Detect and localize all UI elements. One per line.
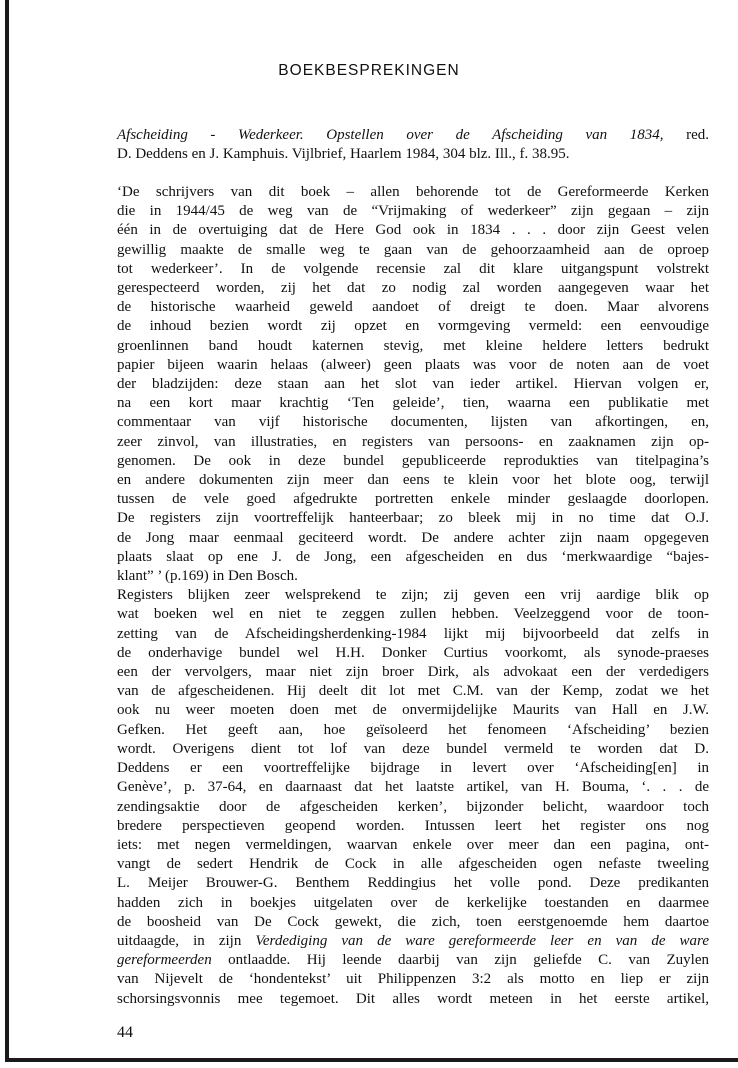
- body-line: iets: met negen vermeldingen, waarvan enkele over meer dan een pagina, ont-: [117, 836, 709, 853]
- body-line: gerespecteerd worden, zij het dat zo nodig zal worden aangegeven waar het: [117, 280, 709, 297]
- italic-book-title: Verdediging van de ware gereformeerde leer en van de ware: [255, 932, 709, 949]
- body-line: die in 1944/45 de weg van de “Vrijmaking of wederkeer” zijn gegaan – zijn: [117, 203, 709, 220]
- body-line: hadden zich in boekjes uitgelaten over de kerkelijke toestanden en daarmee: [117, 894, 709, 911]
- citation-line-2: D. Deddens en J. Kamphuis. Vijlbrief, Haarlem 1984, 304 blz. Ill., f. 38.95.: [117, 146, 570, 162]
- page-number: 44: [117, 1024, 133, 1041]
- bottom-margin-rule: [5, 1058, 738, 1062]
- body-line: bredere perspectieven geopend worden. Intussen leert het register ons nog: [117, 817, 709, 834]
- body-line: tussen de vele goed afgedrukte portretten enkele minder geslaagde doorlopen.: [117, 491, 709, 508]
- body-line: tot wederkeer’. In de volgende recensie zal dit klare uitgangspunt volstrekt: [117, 260, 709, 277]
- body-line: schorsingsvonnis mee tegemoet. Dit alles wordt meteen in het eerste artikel,: [117, 990, 709, 1007]
- body-line: van de afgescheidenen. Hij deelt dit lot met C.M. van der Kemp, zodat we het: [117, 683, 709, 700]
- body-line: klant” ’ (p.169) in Den Bosch.: [117, 568, 298, 585]
- book-citation: [117, 126, 709, 164]
- body-line: gewillig maakte de smalle weg te gaan van de gehoorzaamheid aan de oproep: [117, 241, 709, 258]
- body-line: de Jong maar eenmaal geciteerd wordt. De andere achter zijn naam opgegeven: [117, 529, 709, 546]
- body-line: groenlinnen band houdt katernen stevig, met kleine heldere letters bedrukt: [117, 337, 709, 354]
- review-body: [117, 183, 709, 1009]
- body-line: L. Meijer Brouwer-G. Benthem Reddingius het volle pond. Deze predikanten: [117, 875, 709, 892]
- body-line: papier bijeen waarin helaas (alweer) geen plaats was voor de noten aan de voet: [117, 356, 709, 373]
- body-line: zeer zinvol, van illustraties, en registers van persoons- en zaaknamen zijn op-: [117, 433, 709, 450]
- italic-book-title-continued: gereformeerden: [117, 952, 212, 969]
- body-line: de historische waarheid geweld aandoet of dreigt te doen. Maar alvorens: [117, 299, 709, 316]
- body-line: en andere dokumenten zijn meer dan eens te klein voor het blote oog, terwijl: [117, 472, 709, 489]
- body-line: vangt de sedert Hendrik de Cock in alle afgescheiden ogen nefaste tweeling: [117, 856, 709, 873]
- body-line: zendingsaktie door de afgescheiden kerken’, bijzonder belicht, waardoor toch: [117, 798, 709, 815]
- body-line: Deddens er een voortreffelijke bijdrage in levert over ‘Afscheiding[en] in: [117, 760, 709, 777]
- body-line: Genève’, p. 37-64, en daarnaast dat het laatste artikel, van H. Bouma, ‘. . . de: [117, 779, 709, 796]
- body-line: genomen. De ook in deze bundel gepubliceerde reprodukties van titelpagina’s: [117, 452, 709, 469]
- page-title: BOEKBESPREKINGEN: [278, 62, 460, 79]
- left-margin-rule: [5, 0, 9, 1060]
- body-line: Gefken. Het geeft aan, hoe geïsoleerd het fenomeen ‘Afscheiding’ bezien: [117, 721, 709, 738]
- body-line: de inhoud bezien wordt zij opzet en vormgeving vermeld: een eenvoudige: [117, 318, 709, 335]
- body-line: Registers blijken zeer welsprekend te zijn; zij geven een vrij aardige blik op: [117, 587, 709, 604]
- body-line: de boosheid van De Cock gewekt, die zich, toen eerstgenoemde hem daartoe: [117, 913, 709, 930]
- body-line: na een kort maar krachtig ‘Ten geleide’, tien, waarna een publikatie met: [117, 395, 709, 412]
- body-line: de onderhavige bundel wel H.H. Donker Curtius voorkomt, als synode-praeses: [117, 644, 709, 661]
- body-line: De registers zijn voortreffelijk hanteerbaar; zo bleek mij in no time dat O.J.: [117, 510, 709, 527]
- body-line: der bladzijden: deze staan aan het slot van ieder artikel. Hiervan volgen er,: [117, 376, 709, 393]
- citation-editor: red.: [663, 127, 709, 143]
- body-line-with-italic: uitdaagde, in zijn Verdediging van de ware gereformeerde leer en van de ware: [117, 932, 709, 949]
- body-line: zetting van de Afscheidingsherdenking-1984 lijkt mij bijvoorbeeld dat zelfs in: [117, 625, 709, 642]
- citation-line-1: [117, 126, 709, 145]
- body-line: wordt. Overigens dient tot lof van deze bundel vermeld te worden dat D.: [117, 740, 709, 757]
- body-line: één in de overtuiging dat de Here God ook in 1834 . . . door zijn Geest velen: [117, 222, 709, 239]
- body-line: wat boeken wel en niet te zeggen zullen hebben. Veelzeggend voor de toon-: [117, 606, 709, 623]
- citation-title: Afscheiding - Wederkeer. Opstellen over de Afscheiding van 1834,: [117, 127, 664, 143]
- body-line: ‘De schrijvers van dit boek – allen behorende tot de Gereformeerde Kerken: [117, 184, 709, 200]
- body-line-with-italic: gereformeerden ontlaadde. Hij leende daarbij van zijn geliefde C. van Zuylen: [117, 952, 709, 969]
- body-line: ook nu weer moeten doen met de onvermijdelijke Maurits van Hall en J.W.: [117, 702, 709, 719]
- body-line: van Nijevelt de ‘hondentekst’ uit Philippenzen 3:2 als motto en liep er zijn: [117, 971, 709, 988]
- body-line: een der vervolgers, maar niet zijn broer Dirk, als advokaat een der verdedigers: [117, 664, 709, 681]
- body-line: plaats slaat op ene J. de Jong, een afgescheiden en dus ‘merkwaardige “bajes-: [117, 548, 709, 565]
- body-line: commentaar van vijf historische documenten, lijsten van afkortingen, en,: [117, 414, 709, 431]
